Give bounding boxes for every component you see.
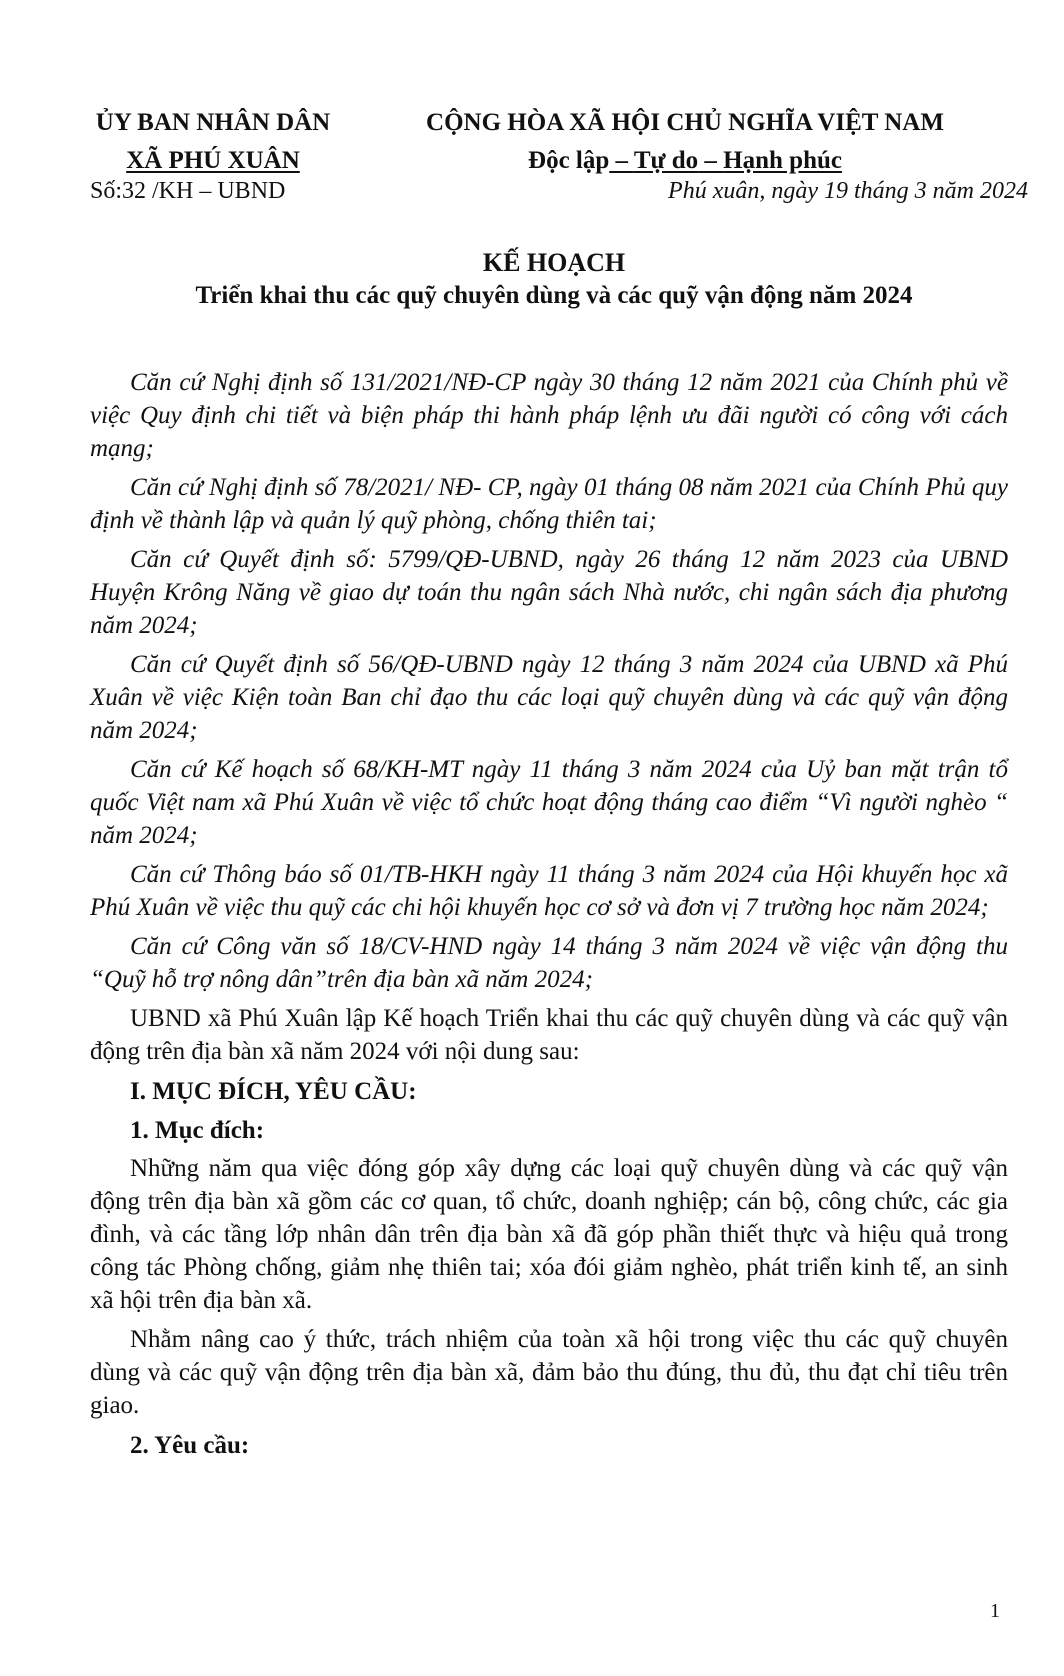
subsection-heading-purpose: 1. Mục đích: (130, 1117, 265, 1144)
document-number: Số:32 /KH – UBND (90, 178, 286, 204)
legal-basis-5: Căn cứ Kế hoạch số 68/KH-MT ngày 11 tháng 3 năm 2024 của Uỷ ban mặt trận tổ quốc Việt nam xã Phú Xuân về việc tổ chức hoạt động tháng cao điểm “Vì người nghèo “ năm 2024; (90, 756, 1008, 849)
legal-basis-4: Căn cứ Quyết định số 56/QĐ-UBND ngày 12 tháng 3 năm 2024 của UBND xã Phú Xuân về việc Kiện toàn Ban chỉ đạo thu các loại quỹ chuyên dùng và các quỹ vận động năm 2024; (90, 651, 1008, 744)
intro-paragraph: UBND xã Phú Xuân lập Kế hoạch Triển khai thu các quỹ chuyên dùng và các quỹ vận động trên địa bàn xã năm 2024 với nội dung sau: (90, 1005, 1008, 1065)
issuing-authority (78, 104, 348, 180)
national-motto: Độc lập – Tự do – Hạnh phúc (528, 147, 842, 174)
purpose-paragraph-2: Nhằm nâng cao ý thức, trách nhiệm của toàn xã hội trong việc thu các quỹ chuyên dùng và các quỹ vận động trên địa bàn xã, đảm bảo thu đúng, thu đủ, thu đạt chỉ tiêu trên giao. (90, 1326, 1008, 1419)
place-date: Phú xuân, ngày 19 tháng 3 năm 2024 (668, 178, 1028, 204)
national-heading (385, 104, 985, 180)
legal-basis-3: Căn cứ Quyết định số: 5799/QĐ-UBND, ngày 26 tháng 12 năm 2023 của UBND Huyện Krông Năng về giao dự toán thu ngân sách Nhà nước, chi ngân sách địa phương năm 2024; (90, 546, 1008, 639)
page-number: 1 (990, 1600, 1000, 1622)
legal-basis-2: Căn cứ Nghị định số 78/2021/ NĐ- CP, ngày 01 tháng 08 năm 2021 của Chính Phủ quy định về thành lập và quản lý quỹ phòng, chống thiên tai; (90, 474, 1008, 534)
nation-name: CỘNG HÒA XÃ HỘI CHỦ NGHĨA VIỆT NAM (426, 109, 944, 136)
document-subtitle: Triển khai thu các quỹ chuyên dùng và các quỹ vận động năm 2024 (195, 282, 913, 309)
section-heading: I. MỤC ĐÍCH, YÊU CẦU: (130, 1078, 417, 1105)
document-body (90, 366, 1008, 1467)
purpose-paragraph-1: Những năm qua việc đóng góp xây dựng các loại quỹ chuyên dùng và các quỹ vận động trên địa bàn xã gồm các cơ quan, tổ chức, doanh nghiệp; cán bộ, công chức, các gia đình, và các tầng lớp nhân dân trên địa bàn xã đã góp phần thiết thực và hiệu quả trong công tác Phòng chống, giảm nhẹ thiên tai; xóa đói giảm nghèo, phát triển kinh tế, an sinh xã hội trên địa bàn xã. (90, 1155, 1008, 1314)
subsection-heading-requirements: 2. Yêu cầu: (130, 1432, 250, 1459)
document-title: KẾ HOẠCH (482, 248, 626, 277)
authority-line-2: XÃ PHÚ XUÂN (126, 147, 300, 174)
legal-basis-7: Căn cứ Công văn số 18/CV-HND ngày 14 tháng 3 năm 2024 về việc vận động thu “Quỹ hỗ trợ nông dân”trên địa bàn xã năm 2024; (90, 933, 1008, 993)
legal-basis-6: Căn cứ Thông báo số 01/TB-HKH ngày 11 tháng 3 năm 2024 của Hội khuyến học xã Phú Xuân về việc thu quỹ các chi hội khuyến học cơ sở và đơn vị 7 trường học năm 2024; (90, 861, 1008, 921)
authority-line-1: ỦY BAN NHÂN DÂN (95, 109, 331, 136)
legal-basis-1: Căn cứ Nghị định số 131/2021/NĐ-CP ngày 30 tháng 12 năm 2021 của Chính phủ về việc Quy định chi tiết và biện pháp thi hành pháp lệnh ưu đãi người có công với cách mạng; (90, 369, 1008, 462)
